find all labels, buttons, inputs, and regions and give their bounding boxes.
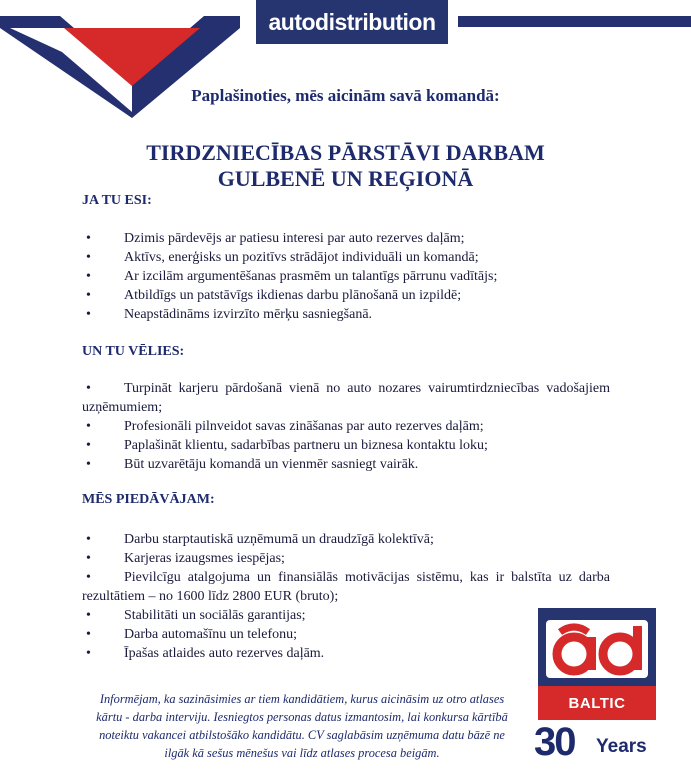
anniversary-mark (534, 720, 664, 772)
job-title-line-1: TIRDZNIECĪBAS PĀRSTĀVI DARBAM (146, 140, 545, 165)
list-item: • Atbildīgs un patstāvīgs ikdienas darbu plānošanā un izpildē; (82, 286, 610, 305)
list-item: • Darba automašīnu un telefonu; (82, 625, 610, 644)
list-item: • Karjeras izaugsmes iespējas; (82, 549, 610, 568)
list-item: • Aktīvs, enerģisks un pozitīvs strādājot individuāli un komandā; (82, 248, 610, 267)
job-title (0, 140, 691, 192)
list-ja-tu-esi (82, 229, 610, 324)
list-item: • Turpināt karjeru pārdošanā vienā no auto nozares vairumtirdzniecības vadošajiem uzņēmumiem; (82, 379, 610, 417)
years-number: 30 (534, 720, 575, 764)
header-stripe-left (0, 16, 30, 26)
intro-text: Paplašinoties, mēs aicinām savā komandā: (191, 86, 500, 105)
ad-baltic-logo (538, 608, 656, 720)
list-item: • Profesionāli pilnveidot savas zināšanas par auto rezerves daļām; (82, 417, 610, 436)
privacy-notice: Informējam, ka sazināsimies ar tiem kandidātiem, kurus aicināsim uz otro atlases kārtu - darba interviju. Iesniegtos personas datus izmantosim, lai konkursa kārtībā noteiktu vakancei atbilstošāko kandidātu. CV saglabāsim uzņēmuma datu bāzē ne ilgāk kā sešus mēnešus vai līdz atlases procesa beigām. (96, 692, 508, 760)
list-item: • Neapstādināms izvirzīto mērķu sasniegšanā. (82, 305, 610, 324)
list-un-tu-velies (82, 379, 610, 474)
years-word: Years (596, 736, 647, 757)
list-item: • Stabilitāti un sociālās garantijas; (82, 606, 610, 625)
list-item: • Paplašināt klientu, sadarbības partneru un biznesa kontaktu loku; (82, 436, 610, 455)
baltic-label: BALTIC (538, 686, 656, 720)
autodistribution-logo (256, 0, 448, 44)
list-item: • Dzimis pārdevējs ar patiesu interesi par auto rezerves daļām; (82, 229, 610, 248)
list-item: • Darbu starptautiskā uzņēmumā un draudzīgā kolektīvā; (82, 530, 610, 549)
brand-wordmark: autodistribution (268, 8, 436, 35)
list-item: • Pievilcīgu atalgojuma un finansiālās motivācijas sistēmu, kas ir balstīta uz darba rezultātiem – no 1600 līdz 2800 EUR (bruto); (82, 568, 610, 606)
job-title-line-2: GULBENĒ UN REĢIONĀ (217, 166, 474, 191)
header-stripe-right (458, 16, 691, 27)
ad-logo-mark (538, 608, 656, 686)
list-item: • Būt uzvarētāju komandā un vienmēr sasniegt vairāk. (82, 455, 610, 474)
list-mes-piedavajam (82, 530, 610, 663)
section-title-mes-piedavajam: MĒS PIEDĀVĀJAM: (82, 492, 215, 507)
section-title-ja-tu-esi: JA TU ESI: (82, 193, 152, 208)
list-item: • Īpašas atlaides auto rezerves daļām. (82, 644, 610, 663)
section-title-un-tu-velies: UN TU VĒLIES: (82, 344, 185, 359)
list-item: • Ar izcilām argumentēšanas prasmēm un talantīgs pārrunu vadītājs; (82, 267, 610, 286)
